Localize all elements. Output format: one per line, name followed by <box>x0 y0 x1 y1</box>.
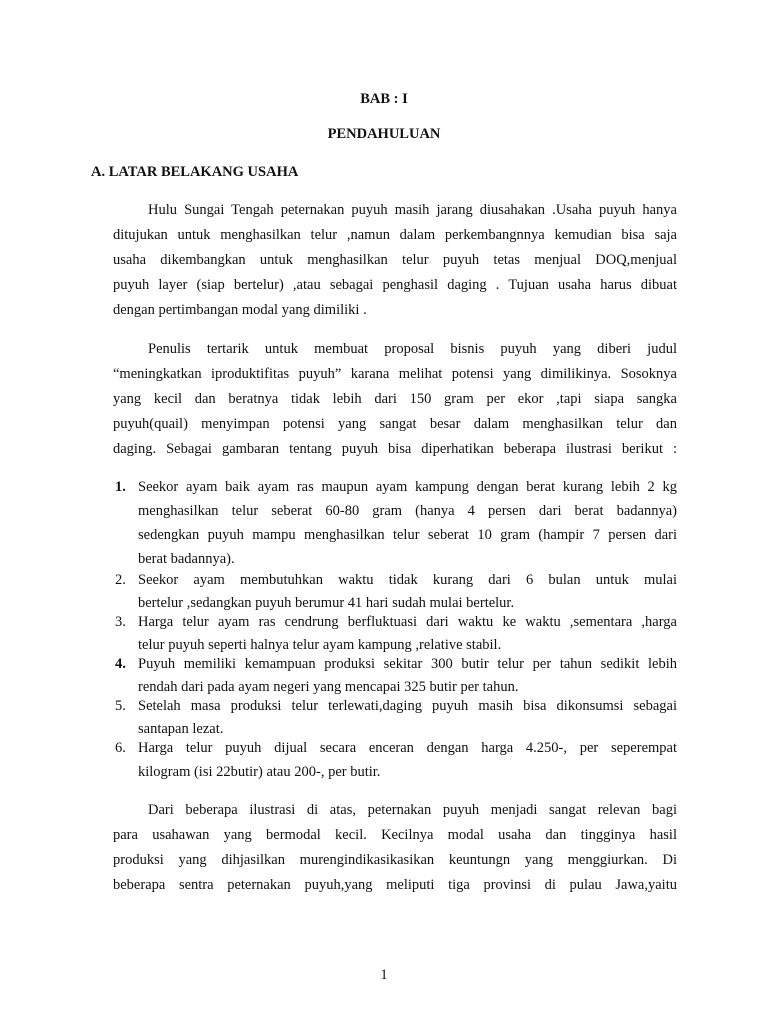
page-number: 1 <box>380 967 388 983</box>
list-item-line: Harga telur puyuh dijual secara enceran dengan harga 4.250-, per seperempat <box>138 740 677 756</box>
list-item-line: Seekor ayam membutuhkan waktu tidak kurang dari 6 bulan untuk mulai <box>138 572 677 588</box>
chapter-title: PENDAHULUAN <box>327 126 441 142</box>
para2-line: daging. Sebagai gambaran tentang puyuh bisa diperhatikan beberapa ilustrasi berikut : <box>113 441 677 457</box>
list-item-line: rendah dari pada ayam negeri yang mencapai 325 butir per tahun. <box>138 679 519 695</box>
list-number: 5. <box>115 698 126 714</box>
para3-line: produksi yang dihjasilkan murengindikasikasikan keuntungn yang menggiurkan. Di <box>113 852 677 868</box>
para1-line: ditujukan untuk menghasilkan telur ,namun dalam perkembangnnya kemudian bisa saja <box>113 227 677 243</box>
list-item-line: Seekor ayam baik ayam ras maupun ayam kampung dengan berat kurang lebih 2 kg <box>138 479 677 495</box>
para2-line: yang kecil dan beratnya tidak lebih dari 150 gram per ekor ,tapi siapa sangka <box>113 391 677 407</box>
chapter-label: BAB : I <box>360 91 408 107</box>
list-number: 1. <box>115 479 126 495</box>
list-number: 3. <box>115 614 126 630</box>
list-item-line: kilogram (isi 22butir) atau 200-, per butir. <box>138 764 381 780</box>
para3-line: Dari beberapa ilustrasi di atas, peternakan puyuh menjadi sangat relevan bagi <box>148 802 677 818</box>
para1-line: puyuh layer (siap bertelur) ,atau sebagai penghasil daging . Tujuan usaha harus dibuat <box>113 277 677 293</box>
list-item-line: Harga telur ayam ras cendrung berfluktuasi dari waktu ke waktu ,sementara ,harga <box>138 614 677 630</box>
list-item-line: sedengkan puyuh mampu menghasilkan telur seberat 10 gram (hampir 7 persen dari <box>138 527 677 543</box>
list-number: 2. <box>115 572 126 588</box>
list-item-line: Puyuh memiliki kemampuan produksi sekitar 300 butir telur per tahun sedikit lebih <box>138 656 677 672</box>
section-heading: A. LATAR BELAKANG USAHA <box>91 164 299 180</box>
list-item-line: santapan lezat. <box>138 721 224 737</box>
list-item-line: telur puyuh seperti halnya telur ayam kampung ,relative stabil. <box>138 637 502 653</box>
list-item-line: bertelur ,sedangkan puyuh berumur 41 hari sudah mulai bertelur. <box>138 595 515 611</box>
list-number: 4. <box>115 656 126 672</box>
para1-line: dengan pertimbangan modal yang dimiliki . <box>113 302 367 318</box>
para2-line: Penulis tertarik untuk membuat proposal bisnis puyuh yang diberi judul <box>148 341 677 357</box>
para1-line: Hulu Sungai Tengah peternakan puyuh masih jarang diusahakan .Usaha puyuh hanya <box>148 202 677 218</box>
para2-line: puyuh(quail) menyimpan potensi yang sangat besar dalam menghasilkan telur dan <box>113 416 677 432</box>
para2-line: “meningkatkan iproduktifitas puyuh” karana melihat potensi yang dimilikinya. Sosoknya <box>113 366 677 382</box>
para3-line: para usahawan yang bermodal kecil. Kecilnya modal usaha dan tingginya hasil <box>113 827 677 843</box>
para3-line: beberapa sentra peternakan puyuh,yang meliputi tiga provinsi di pulau Jawa,yaitu <box>113 877 677 893</box>
para1-line: usaha dikembangkan untuk menghasilkan telur puyuh tetas menjual DOQ,menjual <box>113 252 677 268</box>
list-number: 6. <box>115 740 126 756</box>
list-item-line: menghasilkan telur seberat 60-80 gram (hanya 4 persen dari berat badannya) <box>138 503 677 519</box>
list-item-line: Setelah masa produksi telur terlewati,daging puyuh masih bisa dikonsumsi sebagai <box>138 698 677 714</box>
list-item-line: berat badannya). <box>138 551 235 567</box>
